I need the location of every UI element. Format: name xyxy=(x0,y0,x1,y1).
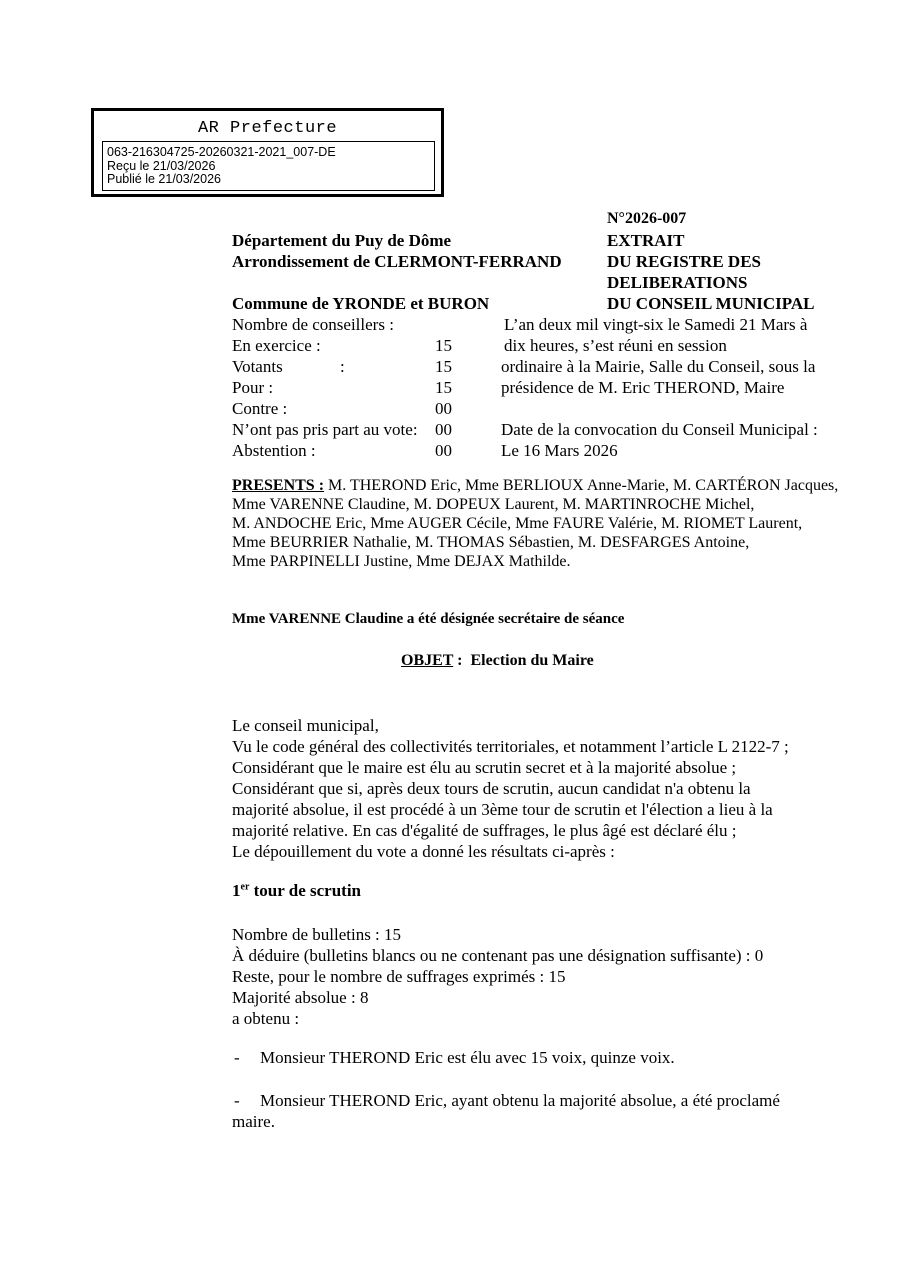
count-label: Nombre de conseillers : xyxy=(232,315,394,334)
stamp-received: Reçu le 21/03/2026 xyxy=(107,158,216,173)
department: Département du Puy de Dôme xyxy=(232,231,452,250)
presents-first: M. THEROND Eric, Mme BERLIOUX Anne-Marie, M. CARTÉRON Jacques, xyxy=(328,477,839,494)
body-line: Le conseil municipal, xyxy=(232,716,379,735)
count-value: 15 xyxy=(435,336,452,355)
count-value: 00 xyxy=(435,399,452,418)
session-line: dix heures, s’est réuni en session xyxy=(504,336,727,355)
presents-line: Mme BEURRIER Nathalie, M. THOMAS Sébastien, M. DESFARGES Antoine, xyxy=(232,534,750,551)
tour-label: tour de scrutin xyxy=(253,881,361,900)
body-text xyxy=(232,715,789,862)
results-line: a obtenu : xyxy=(232,1009,300,1028)
tour-number: 1 xyxy=(232,881,241,900)
count-label: Votants xyxy=(232,357,283,376)
body-line: Considérant que le maire est élu au scrutin secret et à la majorité absolue ; xyxy=(232,758,737,777)
body-line: majorité relative. En cas d'égalité de suffrages, le plus âgé est déclaré élu ; xyxy=(232,821,737,840)
bullet-text: Monsieur THEROND Eric, ayant obtenu la majorité absolue, a été proclamé xyxy=(260,1091,780,1110)
presents-line xyxy=(232,477,838,495)
count-label: Abstention : xyxy=(232,441,316,460)
stamp-published: Publié le 21/03/2026 xyxy=(107,172,221,186)
stamp-details xyxy=(102,141,435,191)
body-line: Considérant que si, après deux tours de scrutin, aucun candidat n'a obtenu la xyxy=(232,779,751,798)
body-line: Le dépouillement du vote a donné les résultats ci-après : xyxy=(232,842,615,861)
count-colon: : xyxy=(340,357,345,376)
header-deliberations: DELIBERATIONS xyxy=(607,273,748,292)
results-line: Reste, pour le nombre de suffrages exprimés : 15 xyxy=(232,967,566,986)
results-line: Majorité absolue : 8 xyxy=(232,988,369,1007)
session-line: L’an deux mil vingt-six le Samedi 21 Mars à xyxy=(504,315,808,334)
objet-value: Election du Maire xyxy=(470,652,594,669)
results-text xyxy=(232,924,763,1029)
convocation-date: Le 16 Mars 2026 xyxy=(501,441,618,460)
count-value: 00 xyxy=(435,420,452,439)
results-line: À déduire (bulletins blancs ou ne contenant pas une désignation suffisante) : 0 xyxy=(232,946,764,965)
bullet-text: Monsieur THEROND Eric est élu avec 15 voix, quinze voix. xyxy=(260,1048,675,1067)
convocation-label: Date de la convocation du Conseil Municipal : xyxy=(501,420,818,439)
deliberation-number: N°2026-007 xyxy=(607,210,687,227)
presents-label: PRESENTS : xyxy=(232,477,325,494)
presents-line: M. ANDOCHE Eric, Mme AUGER Cécile, Mme FAURE Valérie, M. RIOMET Laurent, xyxy=(232,515,803,532)
prefecture-stamp xyxy=(91,108,444,197)
count-value: 15 xyxy=(435,378,452,397)
session-line: présidence de M. Eric THEROND, Maire xyxy=(501,378,785,397)
tour-heading xyxy=(232,881,361,901)
count-label: Pour : xyxy=(232,378,274,397)
count-value: 15 xyxy=(435,357,452,376)
objet-colon: : xyxy=(453,652,463,669)
results-line: Nombre de bulletins : 15 xyxy=(232,925,402,944)
commune: Commune de YRONDE et BURON xyxy=(232,294,490,313)
bullet-dash: - xyxy=(234,1048,240,1067)
objet-label: OBJET xyxy=(401,652,454,669)
count-label: En exercice : xyxy=(232,336,321,355)
session-line: ordinaire à la Mairie, Salle du Conseil, sous la xyxy=(501,357,816,376)
stamp-title: AR Prefecture xyxy=(197,119,338,138)
bullet-continuation: maire. xyxy=(232,1112,275,1131)
count-label: Contre : xyxy=(232,399,288,418)
tour-suffix: er xyxy=(240,881,250,893)
secretary: Mme VARENNE Claudine a été désignée secrétaire de séance xyxy=(232,611,625,627)
header-conseil: DU CONSEIL MUNICIPAL xyxy=(607,294,815,313)
bullet-dash: - xyxy=(234,1091,240,1110)
count-label: N’ont pas pris part au vote: xyxy=(232,420,418,439)
arrondissement: Arrondissement de CLERMONT-FERRAND xyxy=(232,252,562,271)
presents-line: Mme PARPINELLI Justine, Mme DEJAX Mathilde. xyxy=(232,553,571,570)
presents-line: Mme VARENNE Claudine, M. DOPEUX Laurent, M. MARTINROCHE Michel, xyxy=(232,496,755,513)
body-line: majorité absolue, il est procédé à un 3ème tour de scrutin et l'élection a lieu à la xyxy=(232,800,773,819)
objet-line xyxy=(401,652,594,670)
stamp-reference: 063-216304725-20260321-2021_007-DE xyxy=(107,145,336,159)
count-value: 00 xyxy=(435,441,452,460)
header-extrait: EXTRAIT xyxy=(607,231,685,250)
body-line: Vu le code général des collectivités territoriales, et notamment l’article L 2122-7 ; xyxy=(232,737,789,756)
header-registre: DU REGISTRE DES xyxy=(607,252,761,271)
